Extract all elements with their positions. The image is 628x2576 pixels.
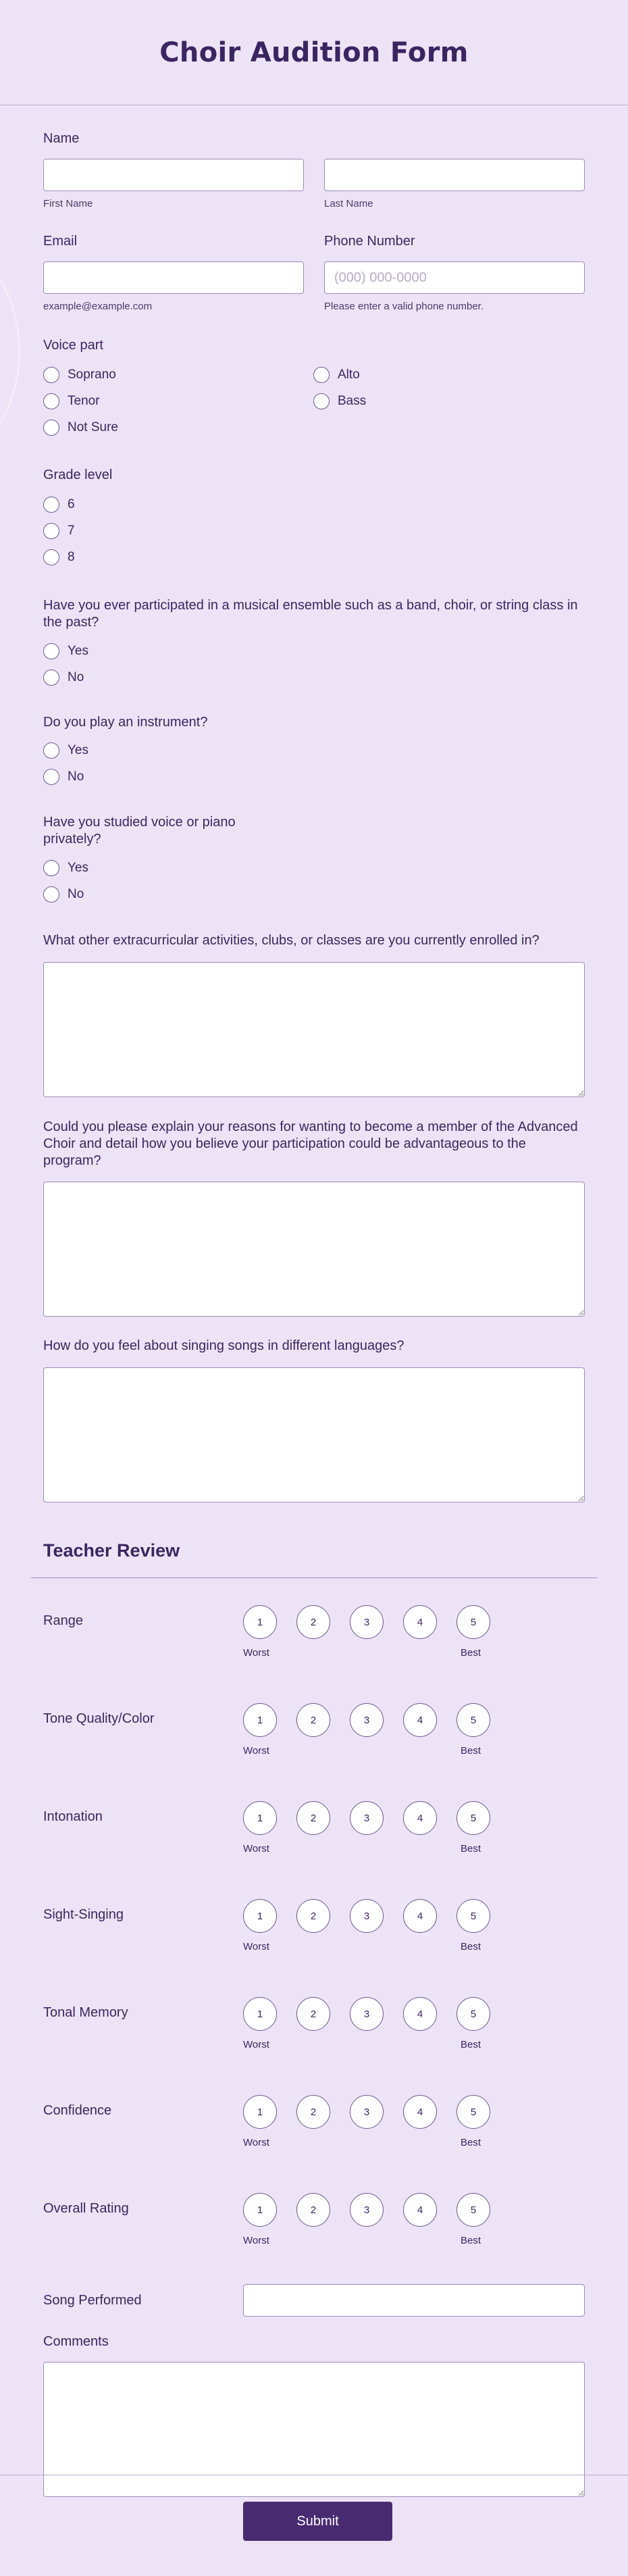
rating-best-label: Best (460, 2137, 481, 2148)
rating-option-1[interactable]: 1 (243, 2095, 277, 2129)
extracurricular-textarea[interactable] (43, 962, 585, 1097)
song-performed-input[interactable] (243, 2284, 585, 2317)
radio-icon[interactable] (43, 860, 59, 876)
rating-option-4[interactable]: 4 (403, 1605, 437, 1639)
last-name-sublabel: Last Name (324, 198, 373, 209)
radio-icon[interactable] (43, 643, 59, 659)
rating-option-1[interactable]: 1 (243, 2193, 277, 2227)
rating-option-3[interactable]: 3 (350, 2193, 384, 2227)
voice-option-soprano[interactable]: Soprano (43, 361, 313, 388)
radio-icon[interactable] (313, 393, 330, 409)
rating-worst-label: Worst (243, 1941, 269, 1952)
radio-icon[interactable] (43, 769, 59, 785)
ensemble-label: Have you ever participated in a musical ensemble such as a band, choir, or string class in the past? (43, 598, 578, 630)
rating-option-2[interactable]: 2 (296, 2193, 330, 2227)
grade-option-7[interactable]: 7 (43, 517, 585, 544)
comments-field (43, 2334, 585, 2497)
rating-worst-label: Worst (243, 2137, 269, 2148)
rating-criterion-label: Tonal Memory (43, 2005, 128, 2020)
rating-best-label: Best (460, 1647, 481, 1659)
rating-option-3[interactable]: 3 (350, 1703, 384, 1737)
rating-criterion-label: Tone Quality/Color (43, 1711, 155, 1726)
rating-option-1[interactable]: 1 (243, 1899, 277, 1933)
rating-worst-label: Worst (243, 1647, 269, 1659)
rating-option-3[interactable]: 3 (350, 2095, 384, 2129)
rating-row (43, 1997, 585, 2095)
rating-scale (243, 2095, 492, 2193)
rating-scale (243, 1703, 492, 1801)
reasons-label: Could you please explain your reasons for wanting to become a member of the Advanced Choir and detail how you believe your participation could be advantageous to the program? (43, 1119, 578, 1168)
contact-row (43, 234, 585, 312)
radio-icon[interactable] (43, 549, 59, 565)
radio-icon[interactable] (313, 367, 330, 383)
phone-label: Phone Number (324, 234, 415, 249)
rating-row (43, 2193, 585, 2291)
rating-criterion-label: Intonation (43, 1809, 103, 1824)
languages-label: How do you feel about singing songs in different languages? (43, 1338, 404, 1353)
rating-row (43, 1801, 585, 1899)
rating-option-5[interactable]: 5 (456, 1899, 490, 1933)
radio-icon[interactable] (43, 886, 59, 903)
ensemble-field (43, 597, 585, 690)
rating-best-label: Best (460, 1941, 481, 1952)
grade-option-8[interactable]: 8 (43, 544, 585, 570)
phone-field (324, 234, 585, 312)
rating-worst-label: Worst (243, 1843, 269, 1854)
submit-button[interactable]: Submit (243, 2502, 392, 2541)
rating-criterion-label: Overall Rating (43, 2201, 129, 2216)
rating-option-1[interactable]: 1 (243, 1997, 277, 2031)
voice-part-label: Voice part (43, 338, 103, 353)
rating-option-1[interactable]: 1 (243, 1703, 277, 1737)
grade-level-label: Grade level (43, 468, 113, 482)
radio-icon[interactable] (43, 420, 59, 436)
rating-option-3[interactable]: 3 (350, 1899, 384, 1933)
extracurricular-field (43, 933, 585, 1097)
email-field (43, 234, 304, 312)
form-body (0, 105, 628, 2497)
rating-option-2[interactable]: 2 (296, 1605, 330, 1639)
rating-option-1[interactable]: 1 (243, 1801, 277, 1835)
rating-option-1[interactable]: 1 (243, 1605, 277, 1639)
song-performed-label: Song Performed (43, 2292, 142, 2308)
rating-scale (243, 1997, 492, 2095)
instrument-option-yes[interactable]: Yes (43, 737, 585, 763)
ensemble-option-no[interactable]: No (43, 664, 585, 690)
grade-level-field (43, 468, 585, 570)
rating-option-5[interactable]: 5 (456, 1703, 490, 1737)
studied-label: Have you studied voice or piano privately? (43, 815, 236, 847)
rating-scale (243, 1801, 492, 1899)
rating-option-5[interactable]: 5 (456, 2193, 490, 2227)
studied-option-no[interactable]: No (43, 881, 585, 907)
phone-sublabel: Please enter a valid phone number. (324, 301, 483, 312)
phone-input[interactable] (324, 261, 585, 294)
rating-option-5[interactable]: 5 (456, 1605, 490, 1639)
rating-option-5[interactable]: 5 (456, 2095, 490, 2129)
form-header (0, 0, 628, 105)
rating-criterion-label: Sight-Singing (43, 1907, 124, 1922)
rating-scale (243, 1899, 492, 1997)
rating-option-5[interactable]: 5 (456, 1801, 490, 1835)
voice-part-field (43, 338, 585, 440)
email-sublabel: example@example.com (43, 301, 153, 312)
voice-option-not-sure[interactable]: Not Sure (43, 414, 313, 440)
teacher-review-title: Teacher Review (43, 1540, 180, 1561)
rating-scale (243, 1605, 492, 1703)
rating-criterion-label: Range (43, 1613, 83, 1628)
voice-option-tenor[interactable]: Tenor (43, 388, 313, 414)
rating-worst-label: Worst (243, 2039, 269, 2050)
radio-icon[interactable] (43, 670, 59, 686)
name-label: Name (43, 131, 80, 146)
rating-option-3[interactable]: 3 (350, 1801, 384, 1835)
rating-row (43, 2095, 585, 2193)
first-name-sublabel: First Name (43, 198, 93, 209)
form-title: Choir Audition Form (159, 36, 469, 68)
rating-row (43, 1899, 585, 1997)
rating-best-label: Best (460, 2235, 481, 2246)
rating-best-label: Best (460, 2039, 481, 2050)
rating-option-2[interactable]: 2 (296, 1997, 330, 2031)
rating-option-2[interactable]: 2 (296, 1899, 330, 1933)
rating-option-2[interactable]: 2 (296, 1703, 330, 1737)
reasons-textarea[interactable] (43, 1182, 585, 1317)
rating-worst-label: Worst (243, 2235, 269, 2246)
radio-icon[interactable] (43, 523, 59, 539)
rating-option-4[interactable]: 4 (403, 2193, 437, 2227)
rating-row (43, 1605, 585, 1703)
section-divider (31, 1577, 597, 1578)
rating-row (43, 1703, 585, 1801)
radio-icon[interactable] (43, 742, 59, 759)
reasons-field (43, 1119, 585, 1317)
rating-criterion-label: Confidence (43, 2103, 112, 2118)
voice-option-bass[interactable]: Bass (313, 388, 585, 414)
rating-best-label: Best (460, 1843, 481, 1854)
rating-option-2[interactable]: 2 (296, 1801, 330, 1835)
grade-option-6[interactable]: 6 (43, 491, 585, 517)
rating-option-4[interactable]: 4 (403, 1703, 437, 1737)
languages-field (43, 1338, 585, 1502)
languages-textarea[interactable] (43, 1367, 585, 1502)
instrument-option-no[interactable]: No (43, 763, 585, 790)
rating-option-4[interactable]: 4 (403, 1801, 437, 1835)
instrument-field (43, 715, 585, 790)
ensemble-option-yes[interactable]: Yes (43, 638, 585, 664)
rating-option-4[interactable]: 4 (403, 1997, 437, 2031)
comments-label: Comments (43, 2334, 109, 2349)
rating-option-5[interactable]: 5 (456, 1997, 490, 2031)
email-label: Email (43, 234, 78, 249)
rating-option-3[interactable]: 3 (350, 1605, 384, 1639)
voice-option-alto[interactable]: Alto (313, 361, 585, 388)
rating-option-4[interactable]: 4 (403, 1899, 437, 1933)
radio-icon[interactable] (43, 367, 59, 383)
rating-scale (243, 2193, 492, 2291)
rating-option-3[interactable]: 3 (350, 1997, 384, 2031)
teacher-review-section (43, 1540, 585, 1578)
rating-option-4[interactable]: 4 (403, 2095, 437, 2129)
radio-icon[interactable] (43, 497, 59, 513)
instrument-label: Do you play an instrument? (43, 715, 208, 730)
radio-icon[interactable] (43, 393, 59, 409)
studied-option-yes[interactable]: Yes (43, 855, 585, 881)
extracurricular-label: What other extracurricular activities, clubs, or classes are you currently enrolled in? (43, 933, 540, 948)
last-name-input[interactable] (324, 159, 585, 191)
rating-best-label: Best (460, 1745, 481, 1757)
rating-worst-label: Worst (243, 1745, 269, 1757)
name-field (43, 105, 585, 209)
email-input[interactable] (43, 261, 304, 294)
rating-option-2[interactable]: 2 (296, 2095, 330, 2129)
first-name-input[interactable] (43, 159, 304, 191)
studied-field (43, 814, 585, 907)
form-footer (0, 2475, 628, 2576)
rating-list (43, 1605, 585, 2291)
